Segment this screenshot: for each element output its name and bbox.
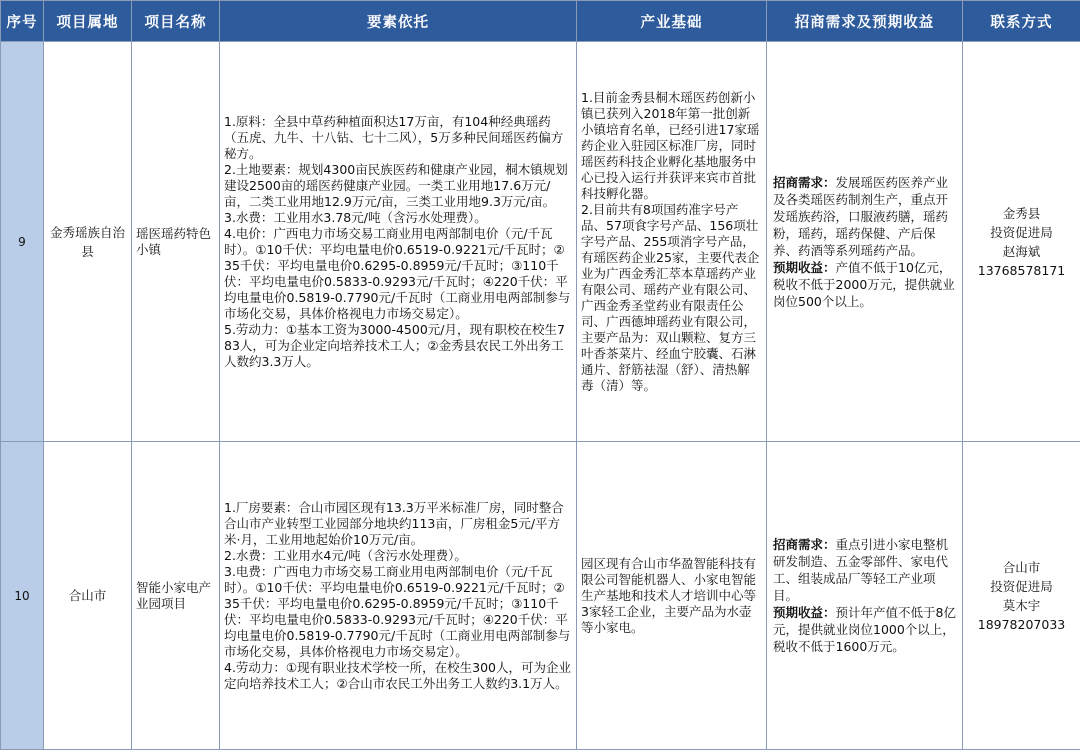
- row-elements: [220, 442, 577, 750]
- row-project-name: 瑶医瑶药特色小镇: [132, 42, 220, 442]
- row-index: 10: [1, 442, 44, 750]
- demand-value: 发展瑶医药医养产业及各类瑶医药制剂生产，重点开发瑶族药浴，口服液药膳，瑶药粉，瑶药，瑶药保健、产后保养、药酒等系列瑶药产品。: [773, 175, 948, 258]
- row-elements: [220, 42, 577, 442]
- row-index: 9: [1, 42, 44, 442]
- element-item: 3.电费：广西电力市场交易工商业用电两部制电价（元/千瓦时）。①10千伏：平均电量电价0.6519-0.9221元/千瓦时；②35千伏：平均电量电价0.6295-0.8959元/千瓦时；③110千伏：平均电量电价0.5833-0.9293元/千瓦时；④220千伏：平均电量电价0.5819-0.7790元/千瓦时（工商业用电两部制参与市场化交易，具体价格视电力市场交易定）。: [224, 564, 572, 660]
- header-elements: 要素依托: [220, 1, 577, 42]
- element-item: 3.水费：工业用水3.78元/吨（含污水处理费）。: [224, 210, 572, 226]
- contact-bureau: 投资促进局: [966, 577, 1077, 596]
- row-contact: [963, 42, 1080, 442]
- element-item: 4.劳动力：①现有职业技术学校一所，在校生300人，可为企业定向培养技术工人；②合山市农民工外出务工人数约3.1万人。: [224, 660, 572, 692]
- benefit-label: 预期收益：: [773, 605, 836, 620]
- demand-value: 重点引进小家电整机研发制造、五金零部件、家电代工、组装成品厂等轻工产业项目。: [773, 537, 948, 603]
- row-location: 金秀瑶族自治县: [44, 42, 132, 442]
- element-item: 1.原料：全县中草药种植面积达17万亩，有104种经典瑶药（五虎、九牛、十八钻、七十二风），5万多种民间瑶医药偏方秘方。: [224, 114, 572, 162]
- contact-region: 金秀县: [966, 204, 1077, 223]
- demand-text: [773, 174, 956, 259]
- demand-text: [773, 536, 956, 604]
- contact-phone: 18978207033: [966, 615, 1077, 634]
- foundation-item: 1.目前金秀县桐木瑶医药创新小镇已获列入2018年第一批创新小镇培育名单，已经引进17家瑶药企业入驻园区标准厂房，同时瑶医药科技企业孵化基地服务中心已投入运行并获评来宾市首批科技孵化器。: [581, 90, 762, 202]
- foundation-item: 2.目前共有8项国药准字号产品、57项食字号产品、156项壮字号产品、255项消字号产品，有瑶医药企业25家，主要代表企业为广西金秀汇萃本草瑶药产业有限公司、瑶药产业有限公司、广西金秀圣堂药业有限责任公司、广西德坤瑶药业有限公司，主要产品为：双山颗粒、复方三叶香茶菜片、经血宁胶囊、石淋通片、舒筋祛湿（舒）、清热解毒（清）等。: [581, 202, 762, 394]
- contact-bureau: 投资促进局: [966, 223, 1077, 242]
- benefit-label: 预期收益：: [773, 260, 836, 275]
- benefit-value: 预计年产值不低于8亿元，提供就业岗位1000个以上，税收不低于1600万元。: [773, 605, 956, 654]
- row-project-name: 智能小家电产业园项目: [132, 442, 220, 750]
- row-contact: [963, 442, 1080, 750]
- demand-label: 招商需求：: [773, 175, 836, 190]
- demand-label: 招商需求：: [773, 537, 836, 552]
- row-foundation: [577, 442, 767, 750]
- row-demand: [767, 442, 963, 750]
- contact-region: 合山市: [966, 558, 1077, 577]
- row-foundation: [577, 42, 767, 442]
- table-row: [1, 442, 1080, 750]
- header-index: 序号: [1, 1, 44, 42]
- row-demand: [767, 42, 963, 442]
- header-location: 项目属地: [44, 1, 132, 42]
- benefit-text: [773, 259, 956, 310]
- row-location: 合山市: [44, 442, 132, 750]
- element-item: 2.水费：工业用水4元/吨（含污水处理费）。: [224, 548, 572, 564]
- header-project-name: 项目名称: [132, 1, 220, 42]
- contact-phone: 13768578171: [966, 261, 1077, 280]
- header-contact: 联系方式: [963, 1, 1080, 42]
- header-foundation: 产业基础: [577, 1, 767, 42]
- contact-person: 莫木宇: [966, 596, 1077, 615]
- element-item: 1.厂房要素：合山市园区现有13.3万平米标准厂房，同时整合合山市产业转型工业园部分地块约113亩，厂房租金5元/平方米·月，工业用地起始价10万元/亩。: [224, 500, 572, 548]
- foundation-item: 园区现有合山市华盈智能科技有限公司智能机器人、小家电智能生产基地和技术人才培训中心等3家轻工企业，主要产品为水壶等小家电。: [581, 556, 762, 636]
- benefit-value: 产值不低于10亿元，税收不低于2000万元，提供就业岗位500个以上。: [773, 260, 955, 309]
- element-item: 5.劳动力：①基本工资为3000-4500元/月，现有职校在校生783人，可为企业定向培养技术工人；②金秀县农民工外出务工人数约3.3万人。: [224, 322, 572, 370]
- contact-person: 赵海斌: [966, 242, 1077, 261]
- table-row: [1, 42, 1080, 442]
- table-header-row: [1, 1, 1080, 42]
- header-demand: 招商需求及预期收益: [767, 1, 963, 42]
- element-item: 2.土地要素：规划4300亩民族医药和健康产业园，桐木镇规划建设2500亩的瑶医药健康产业园。一类工业用地17.6万元/亩，二类工业用地12.9万元/亩，三类工业用地9.3万元/亩。: [224, 162, 572, 210]
- benefit-text: [773, 604, 956, 655]
- element-item: 4.电价：广西电力市场交易工商业用电两部制电价（元/千瓦时）。①10千伏：平均电量电价0.6519-0.9221元/千瓦时；②35千伏：平均电量电价0.6295-0.8959元/千瓦时；③110千伏：平均电量电价0.5833-0.9293元/千瓦时；④220千伏：平均电量电价0.5819-0.7790元/千瓦时（工商业用电两部制参与市场化交易，具体价格视电力市场交易定）。: [224, 226, 572, 322]
